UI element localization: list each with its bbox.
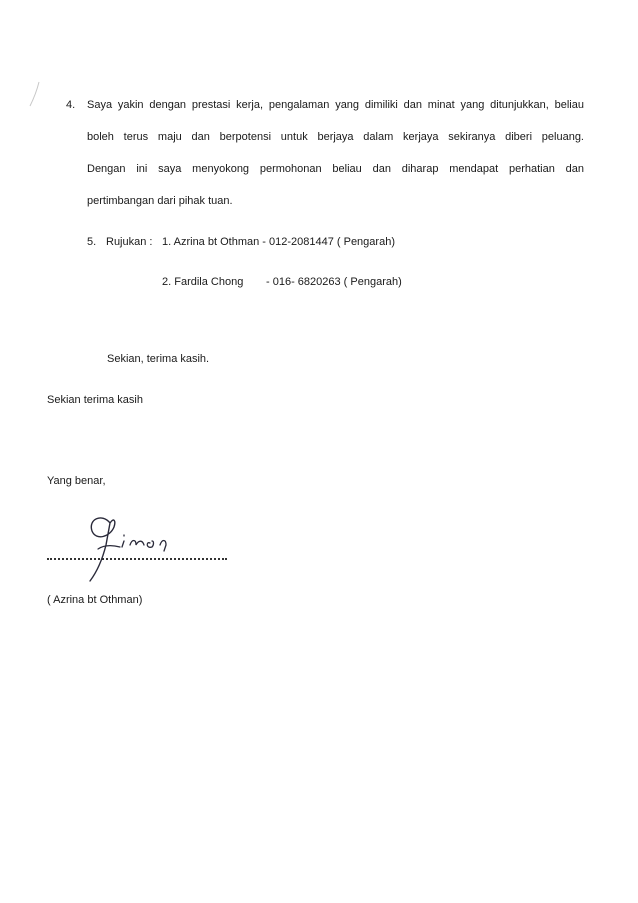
pen-mark [28,80,42,108]
signer-name: ( Azrina bt Othman) [47,594,143,606]
reference-2-name: 2. Fardila Chong [162,276,244,288]
paragraph-4-line-3: Dengan ini saya menyokong permohonan beliau dan diharap mendapat perhatian dan [87,163,584,175]
paragraph-4-line-2: boleh terus maju dan berpotensi untuk berjaya dalam kerjaya sekiranya diberi peluang. [87,131,584,143]
references-label: Rujukan : [106,236,153,248]
reference-2-phone: - 016- 6820263 ( Pengarah) [266,276,402,288]
reference-1: 1. Azrina bt Othman - 012-2081447 ( Pengarah) [162,236,395,248]
paragraph-4-number: 4. [66,99,76,111]
paragraph-4-line-4: pertimbangan dari pihak tuan. [87,195,233,207]
closing: Sekian terima kasih [47,394,143,406]
paragraph-5-number: 5. [87,236,97,248]
paragraph-4-line-1: Saya yakin dengan prestasi kerja, pengalaman yang dimiliki dan minat yang ditunjukkan, beliau [87,99,584,111]
handwritten-signature [80,505,190,585]
salutation: Yang benar, [47,475,106,487]
closing-indented: Sekian, terima kasih. [107,353,210,365]
